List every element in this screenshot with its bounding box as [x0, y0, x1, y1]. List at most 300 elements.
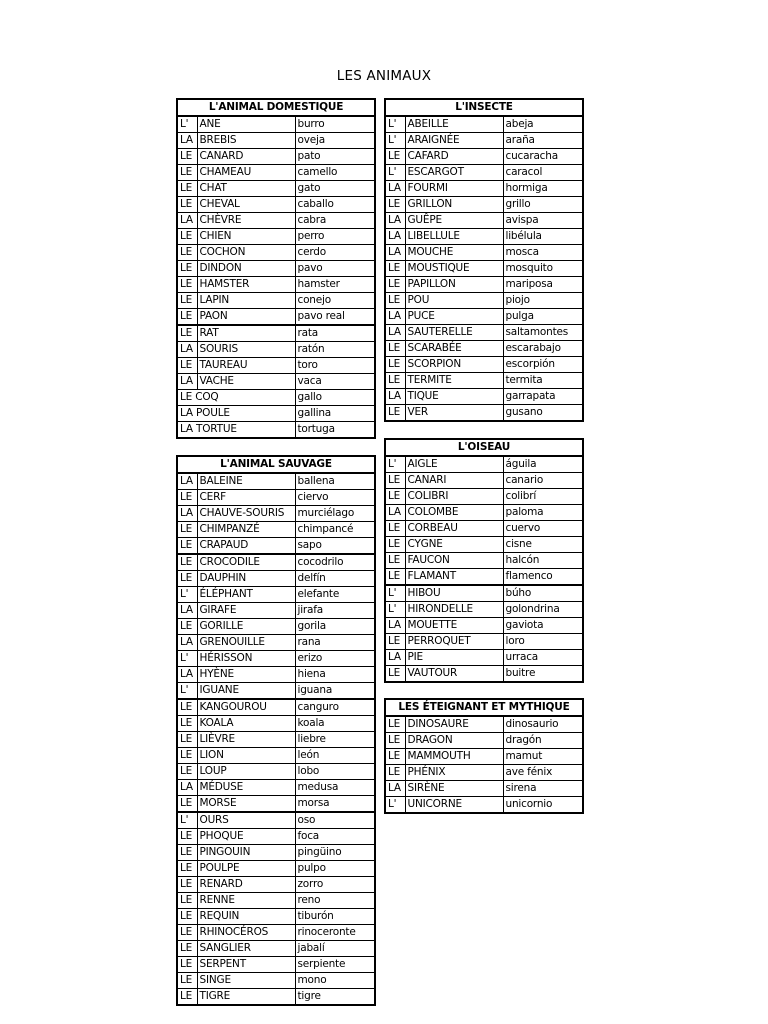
- spanish-word-cell: elefante: [295, 587, 375, 603]
- french-word-cell: PAPILLON: [405, 277, 503, 293]
- table-row: [385, 505, 583, 521]
- article-cell: L': [385, 456, 405, 473]
- table-row: [385, 213, 583, 229]
- table-row: [177, 506, 375, 522]
- article-cell: LE: [177, 571, 197, 587]
- table-row: [385, 389, 583, 405]
- article-cell: LE: [385, 261, 405, 277]
- article-cell: LA: [177, 342, 197, 358]
- table-row: [385, 456, 583, 473]
- spanish-word-cell: caracol: [503, 165, 583, 181]
- french-word-cell: PERROQUET: [405, 634, 503, 650]
- table-header: L'ANIMAL DOMESTIQUE: [177, 99, 375, 116]
- french-word-cell: GUÊPE: [405, 213, 503, 229]
- table-row: [177, 683, 375, 700]
- table-header: L'OISEAU: [385, 439, 583, 456]
- spanish-word-cell: burro: [295, 116, 375, 133]
- spanish-word-cell: jabalí: [295, 941, 375, 957]
- spanish-word-cell: mamut: [503, 749, 583, 765]
- french-word-cell: MOUETTE: [405, 618, 503, 634]
- french-word-cell: ARAIGNÉE: [405, 133, 503, 149]
- article-cell: LE: [177, 165, 197, 181]
- spanish-word-cell: dinosaurio: [503, 716, 583, 733]
- spanish-word-cell: delfín: [295, 571, 375, 587]
- table-row: [177, 732, 375, 748]
- table-row: [385, 716, 583, 733]
- spanish-word-cell: zorro: [295, 877, 375, 893]
- french-word-cell: BREBIS: [197, 133, 295, 149]
- french-word-cell: CHAUVE-SOURIS: [197, 506, 295, 522]
- spanish-word-cell: unicornio: [503, 797, 583, 814]
- french-word-cell: SIRÈNE: [405, 781, 503, 797]
- table-row: [177, 473, 375, 490]
- spanish-word-cell: dragón: [503, 733, 583, 749]
- table-row: [177, 909, 375, 925]
- spanish-word-cell: libélula: [503, 229, 583, 245]
- table-row: [177, 635, 375, 651]
- article-cell: LA: [177, 603, 197, 619]
- french-word-cell: MOUSTIQUE: [405, 261, 503, 277]
- spanish-word-cell: sirena: [503, 781, 583, 797]
- table-row: [177, 587, 375, 603]
- french-word-cell: LA TORTUE: [177, 422, 295, 439]
- spanish-word-cell: grillo: [503, 197, 583, 213]
- table-row: [177, 522, 375, 538]
- article-cell: LE: [177, 181, 197, 197]
- french-word-cell: TIGRE: [197, 989, 295, 1006]
- french-word-cell: MAMMOUTH: [405, 749, 503, 765]
- table-row: [385, 357, 583, 373]
- table-row: [177, 877, 375, 893]
- spanish-word-cell: oveja: [295, 133, 375, 149]
- spanish-word-cell: león: [295, 748, 375, 764]
- article-cell: LE: [177, 957, 197, 973]
- article-cell: LA: [177, 635, 197, 651]
- spanish-word-cell: mono: [295, 973, 375, 989]
- table-row: [177, 699, 375, 716]
- french-word-cell: VACHE: [197, 374, 295, 390]
- table-row: [177, 941, 375, 957]
- french-word-cell: PUCE: [405, 309, 503, 325]
- article-cell: LE: [385, 521, 405, 537]
- french-word-cell: LIÈVRE: [197, 732, 295, 748]
- table-row: [177, 149, 375, 165]
- spanish-word-cell: saltamontes: [503, 325, 583, 341]
- french-word-cell: CANARD: [197, 149, 295, 165]
- table-row: [385, 373, 583, 389]
- spanish-word-cell: escorpión: [503, 357, 583, 373]
- article-cell: LE: [177, 764, 197, 780]
- article-cell: LA: [385, 309, 405, 325]
- spanish-word-cell: colibrí: [503, 489, 583, 505]
- spanish-word-cell: tigre: [295, 989, 375, 1006]
- french-word-cell: RENNE: [197, 893, 295, 909]
- french-word-cell: ABEILLE: [405, 116, 503, 133]
- spanish-word-cell: mariposa: [503, 277, 583, 293]
- article-cell: LE: [177, 522, 197, 538]
- spanish-word-cell: avispa: [503, 213, 583, 229]
- table-row: [177, 925, 375, 941]
- article-cell: L': [177, 683, 197, 700]
- french-word-cell: TIQUE: [405, 389, 503, 405]
- spanish-word-cell: rata: [295, 325, 375, 342]
- spanish-word-cell: halcón: [503, 553, 583, 569]
- table-domestic: [176, 98, 376, 439]
- table-row: [177, 309, 375, 326]
- french-word-cell: CHIEN: [197, 229, 295, 245]
- spanish-word-cell: conejo: [295, 293, 375, 309]
- spanish-word-cell: garrapata: [503, 389, 583, 405]
- table-row: [385, 585, 583, 602]
- table-row: [385, 765, 583, 781]
- table-row: [385, 261, 583, 277]
- article-cell: LE: [177, 699, 197, 716]
- french-word-cell: OURS: [197, 812, 295, 829]
- spanish-word-cell: urraca: [503, 650, 583, 666]
- table-row: [177, 845, 375, 861]
- article-cell: LE: [385, 749, 405, 765]
- table-row: [177, 829, 375, 845]
- article-cell: LE: [177, 197, 197, 213]
- article-cell: LA: [177, 780, 197, 796]
- article-cell: LE: [385, 149, 405, 165]
- french-word-cell: FLAMANT: [405, 569, 503, 586]
- french-word-cell: RAT: [197, 325, 295, 342]
- article-cell: LE: [177, 732, 197, 748]
- french-word-cell: CAFARD: [405, 149, 503, 165]
- french-word-cell: SINGE: [197, 973, 295, 989]
- french-word-cell: VER: [405, 405, 503, 422]
- article-cell: LA: [385, 618, 405, 634]
- spanish-word-cell: cuervo: [503, 521, 583, 537]
- spanish-word-cell: gorila: [295, 619, 375, 635]
- spanish-word-cell: medusa: [295, 780, 375, 796]
- article-cell: LA: [177, 506, 197, 522]
- french-word-cell: CERF: [197, 490, 295, 506]
- article-cell: L': [385, 165, 405, 181]
- spanish-word-cell: paloma: [503, 505, 583, 521]
- french-word-cell: LE COQ: [177, 390, 295, 406]
- table-row: [177, 229, 375, 245]
- spanish-word-cell: ciervo: [295, 490, 375, 506]
- french-word-cell: SAUTERELLE: [405, 325, 503, 341]
- table-header: L'ANIMAL SAUVAGE: [177, 456, 375, 473]
- article-cell: LE: [177, 358, 197, 374]
- article-cell: LA: [177, 133, 197, 149]
- table-row: [177, 374, 375, 390]
- spanish-word-cell: águila: [503, 456, 583, 473]
- article-cell: LE: [177, 861, 197, 877]
- french-word-cell: CRAPAUD: [197, 538, 295, 555]
- spanish-word-cell: gallo: [295, 390, 375, 406]
- table-row: [177, 358, 375, 374]
- french-word-cell: SCORPION: [405, 357, 503, 373]
- spanish-word-cell: vaca: [295, 374, 375, 390]
- article-cell: LE: [177, 893, 197, 909]
- article-cell: LE: [385, 341, 405, 357]
- french-word-cell: CHEVAL: [197, 197, 295, 213]
- spanish-word-cell: cisne: [503, 537, 583, 553]
- table-row: [385, 341, 583, 357]
- table-row: [177, 133, 375, 149]
- spanish-word-cell: sapo: [295, 538, 375, 555]
- french-word-cell: GRILLON: [405, 197, 503, 213]
- french-word-cell: DINOSAURE: [405, 716, 503, 733]
- spanish-word-cell: búho: [503, 585, 583, 602]
- table-row: [385, 618, 583, 634]
- article-cell: LE: [177, 941, 197, 957]
- article-cell: LE: [385, 277, 405, 293]
- spanish-word-cell: buitre: [503, 666, 583, 683]
- table-row: [177, 406, 375, 422]
- article-cell: LA: [385, 505, 405, 521]
- spanish-word-cell: abeja: [503, 116, 583, 133]
- spanish-word-cell: piojo: [503, 293, 583, 309]
- table-row: [385, 602, 583, 618]
- french-word-cell: LAPIN: [197, 293, 295, 309]
- french-word-cell: IGUANE: [197, 683, 295, 700]
- article-cell: LE: [177, 309, 197, 326]
- spanish-word-cell: pingüino: [295, 845, 375, 861]
- spanish-word-cell: hamster: [295, 277, 375, 293]
- spanish-word-cell: pato: [295, 149, 375, 165]
- article-cell: LE: [385, 357, 405, 373]
- table-row: [177, 538, 375, 555]
- spanish-word-cell: cabra: [295, 213, 375, 229]
- article-cell: LE: [385, 405, 405, 422]
- table-row: [177, 325, 375, 342]
- table-row: [385, 325, 583, 341]
- french-word-cell: PIE: [405, 650, 503, 666]
- table-row: [177, 165, 375, 181]
- table-row: [385, 569, 583, 586]
- article-cell: LE: [385, 489, 405, 505]
- table-row: [385, 133, 583, 149]
- article-cell: LE: [177, 748, 197, 764]
- table-row: [177, 957, 375, 973]
- table-row: [177, 716, 375, 732]
- spanish-word-cell: golondrina: [503, 602, 583, 618]
- table-row: [385, 229, 583, 245]
- table-row: [177, 422, 375, 439]
- french-word-cell: MÉDUSE: [197, 780, 295, 796]
- article-cell: LA: [385, 245, 405, 261]
- french-word-cell: COLOMBE: [405, 505, 503, 521]
- french-word-cell: PHÉNIX: [405, 765, 503, 781]
- french-word-cell: SERPENT: [197, 957, 295, 973]
- french-word-cell: HAMSTER: [197, 277, 295, 293]
- spanish-word-cell: tiburón: [295, 909, 375, 925]
- spanish-word-cell: flamenco: [503, 569, 583, 586]
- spanish-word-cell: pavo real: [295, 309, 375, 326]
- spanish-word-cell: rinoceronte: [295, 925, 375, 941]
- spanish-word-cell: foca: [295, 829, 375, 845]
- table-row: [177, 261, 375, 277]
- french-word-cell: FOURMI: [405, 181, 503, 197]
- french-word-cell: TAUREAU: [197, 358, 295, 374]
- table-row: [385, 277, 583, 293]
- table-row: [177, 277, 375, 293]
- french-word-cell: DRAGON: [405, 733, 503, 749]
- article-cell: LE: [385, 666, 405, 683]
- table-row: [385, 537, 583, 553]
- article-cell: LE: [385, 569, 405, 586]
- french-word-cell: FAUCON: [405, 553, 503, 569]
- article-cell: LE: [177, 925, 197, 941]
- french-word-cell: GORILLE: [197, 619, 295, 635]
- table-row: [385, 634, 583, 650]
- article-cell: L': [385, 585, 405, 602]
- table-row: [177, 764, 375, 780]
- french-word-cell: BALEINE: [197, 473, 295, 490]
- spanish-word-cell: liebre: [295, 732, 375, 748]
- article-cell: L': [385, 133, 405, 149]
- article-cell: L': [177, 116, 197, 133]
- spanish-word-cell: loro: [503, 634, 583, 650]
- spanish-word-cell: murciélago: [295, 506, 375, 522]
- article-cell: LE: [177, 796, 197, 813]
- french-word-cell: CROCODILE: [197, 554, 295, 571]
- article-cell: LE: [177, 909, 197, 925]
- spanish-word-cell: oso: [295, 812, 375, 829]
- french-word-cell: CANARI: [405, 473, 503, 489]
- spanish-word-cell: cocodrilo: [295, 554, 375, 571]
- table-row: [385, 489, 583, 505]
- french-word-cell: KOALA: [197, 716, 295, 732]
- french-word-cell: SANGLIER: [197, 941, 295, 957]
- french-word-cell: HIRONDELLE: [405, 602, 503, 618]
- article-cell: LE: [177, 229, 197, 245]
- table-row: [385, 116, 583, 133]
- french-word-cell: HÉRISSON: [197, 651, 295, 667]
- table-row: [177, 490, 375, 506]
- french-word-cell: GRENOUILLE: [197, 635, 295, 651]
- table-row: [385, 405, 583, 422]
- spanish-word-cell: ave fénix: [503, 765, 583, 781]
- article-cell: LE: [177, 245, 197, 261]
- table-row: [385, 749, 583, 765]
- article-cell: LA: [385, 213, 405, 229]
- article-cell: LA: [385, 229, 405, 245]
- table-insect: [384, 98, 584, 422]
- spanish-word-cell: gusano: [503, 405, 583, 422]
- article-cell: LE: [385, 473, 405, 489]
- table-row: [177, 989, 375, 1006]
- article-cell: LE: [177, 619, 197, 635]
- spanish-word-cell: canguro: [295, 699, 375, 716]
- table-row: [177, 603, 375, 619]
- article-cell: LE: [177, 989, 197, 1006]
- article-cell: LE: [177, 716, 197, 732]
- french-word-cell: KANGOUROU: [197, 699, 295, 716]
- table-row: [177, 342, 375, 358]
- table-row: [177, 245, 375, 261]
- article-cell: LE: [385, 197, 405, 213]
- article-cell: LE: [177, 149, 197, 165]
- spanish-word-cell: perro: [295, 229, 375, 245]
- french-word-cell: CHIMPANZÉ: [197, 522, 295, 538]
- spanish-word-cell: chimpancé: [295, 522, 375, 538]
- table-row: [177, 619, 375, 635]
- spanish-word-cell: reno: [295, 893, 375, 909]
- spanish-word-cell: serpiente: [295, 957, 375, 973]
- spanish-word-cell: hiena: [295, 667, 375, 683]
- article-cell: L': [177, 651, 197, 667]
- article-cell: L': [177, 587, 197, 603]
- table-row: [177, 571, 375, 587]
- table-row: [177, 390, 375, 406]
- article-cell: L': [385, 116, 405, 133]
- table-row: [177, 554, 375, 571]
- table-oiseau: [384, 438, 584, 683]
- french-word-cell: HIBOU: [405, 585, 503, 602]
- spanish-word-cell: iguana: [295, 683, 375, 700]
- article-cell: LE: [385, 373, 405, 389]
- spanish-word-cell: gato: [295, 181, 375, 197]
- french-word-cell: CHÈVRE: [197, 213, 295, 229]
- table-row: [385, 181, 583, 197]
- french-word-cell: RHINOCÉROS: [197, 925, 295, 941]
- table-row: [385, 245, 583, 261]
- spanish-word-cell: termita: [503, 373, 583, 389]
- table-row: [177, 651, 375, 667]
- french-word-cell: ANE: [197, 116, 295, 133]
- article-cell: LE: [177, 554, 197, 571]
- french-word-cell: MOUCHE: [405, 245, 503, 261]
- spanish-word-cell: jirafa: [295, 603, 375, 619]
- article-cell: LE: [385, 537, 405, 553]
- french-word-cell: PAON: [197, 309, 295, 326]
- spanish-word-cell: pulga: [503, 309, 583, 325]
- table-row: [177, 973, 375, 989]
- spanish-word-cell: pulpo: [295, 861, 375, 877]
- french-word-cell: CHAT: [197, 181, 295, 197]
- article-cell: LE: [385, 716, 405, 733]
- table-sauvage: [176, 455, 376, 1006]
- table-row: [385, 781, 583, 797]
- table-row: [177, 780, 375, 796]
- spanish-word-cell: mosca: [503, 245, 583, 261]
- french-word-cell: DAUPHIN: [197, 571, 295, 587]
- french-word-cell: DINDON: [197, 261, 295, 277]
- french-word-cell: GIRAFE: [197, 603, 295, 619]
- french-word-cell: MORSE: [197, 796, 295, 813]
- article-cell: LE: [177, 325, 197, 342]
- french-word-cell: VAUTOUR: [405, 666, 503, 683]
- table-row: [385, 666, 583, 683]
- article-cell: LE: [177, 877, 197, 893]
- spanish-word-cell: koala: [295, 716, 375, 732]
- french-word-cell: ESCARGOT: [405, 165, 503, 181]
- table-row: [385, 473, 583, 489]
- french-word-cell: ÉLÉPHANT: [197, 587, 295, 603]
- article-cell: LE: [177, 277, 197, 293]
- table-row: [385, 521, 583, 537]
- french-word-cell: REQUIN: [197, 909, 295, 925]
- french-word-cell: PINGOUIN: [197, 845, 295, 861]
- article-cell: LE: [385, 634, 405, 650]
- spanish-word-cell: mosquito: [503, 261, 583, 277]
- table-row: [177, 893, 375, 909]
- table-row: [177, 667, 375, 683]
- article-cell: LE: [385, 733, 405, 749]
- page-title: LES ANIMAUX: [336, 68, 432, 84]
- french-word-cell: POU: [405, 293, 503, 309]
- table-row: [385, 197, 583, 213]
- article-cell: LA: [385, 781, 405, 797]
- table-row: [177, 861, 375, 877]
- article-cell: L': [177, 812, 197, 829]
